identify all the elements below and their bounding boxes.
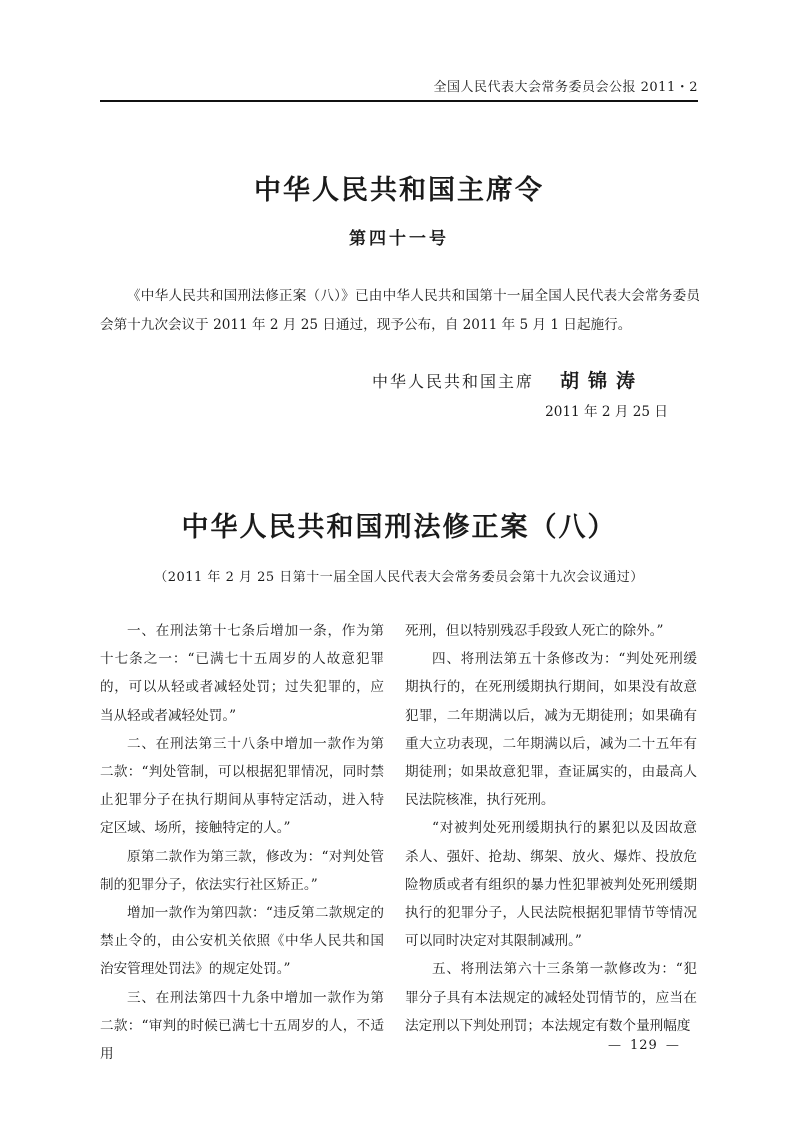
- paragraph: 五、将刑法第六十三条第一款修改为：“犯罪分子具有本法规定的减轻处罚情节的，应当在法定刑以下判处刑罚；本法规定有数个量刑幅度: [405, 961, 697, 1034]
- order-title: 中华人民共和国主席令: [254, 175, 544, 206]
- page-number: [600, 1038, 688, 1053]
- order-body: 《中华人民共和国刑法修正案（八）》已由中华人民共和国第十一届全国人民代表大会常务委员会第十九次会议于 2011 年 2 月 25 日通过，现予公布，自 2011 年 5 月 1 日起施行。: [100, 288, 700, 333]
- amendment-subtitle: （2011 年 2 月 25 日第十一届全国人民代表大会常务委员会第十九次会议通过）: [154, 570, 644, 585]
- signing-date: 2011 年 2 月 25 日: [545, 404, 668, 420]
- signer-title: 中华人民共和国主席: [372, 372, 535, 391]
- amendment-title: 中华人民共和国刑法修正案（八）: [181, 512, 617, 543]
- paragraph: “对被判处死刑缓期执行的累犯以及因故意杀人、强奸、抢劫、绑架、放火、爆炸、投放危险物质或者有组织的暴力性犯罪被判处死刑缓期执行的犯罪分子，人民法院根据犯罪情节等情况可以同时决定对其限制减刑。”: [405, 820, 697, 950]
- paragraph: 原第二款作为第三款，修改为：“对判处管制的犯罪分子，依法实行社区矫正。”: [100, 848, 384, 893]
- left-column: [100, 617, 384, 1068]
- right-column: [405, 617, 697, 1040]
- signer-line: [372, 366, 644, 393]
- page-number-dash: —: [608, 1038, 622, 1053]
- header-rule: [100, 100, 698, 102]
- paragraph: 一、在刑法第十七条后增加一条，作为第十七条之一：“已满七十五周岁的人故意犯罪的，可以从轻或者减轻处罚；过失犯罪的，应当从轻或者减轻处罚。”: [100, 623, 384, 724]
- signer-name: 胡锦涛: [560, 370, 645, 392]
- paragraph-continuation: 死刑，但以特别残忍手段致人死亡的除外。”: [405, 623, 664, 639]
- page-number-value: 129: [630, 1038, 658, 1053]
- order-number: 第四十一号: [349, 229, 449, 249]
- paragraph: 增加一款作为第四款：“违反第二款规定的禁止令的，由公安机关依照《中华人民共和国治安管理处罚法》的规定处罚。”: [100, 905, 384, 978]
- running-head: 全国人民代表大会常务委员会公报 2011・2: [433, 80, 698, 95]
- page-number-dash: —: [665, 1038, 680, 1053]
- paragraph: 四、将刑法第五十条修改为：“判处死刑缓期执行的，在死刑缓期执行期间，如果没有故意犯罪，二年期满以后，减为无期徒刑；如果确有重大立功表现，二年期满以后，减为二十五年有期徒刑；如果故意犯罪，查证属实的，由最高人民法院核准，执行死刑。: [405, 651, 697, 809]
- paragraph: 三、在刑法第四十九条中增加一款作为第二款：“审判的时候已满七十五周岁的人，不适用: [100, 989, 384, 1063]
- paragraph: 二、在刑法第三十八条中增加一款作为第二款：“判处管制，可以根据犯罪情况，同时禁止犯罪分子在执行期间从事特定活动，进入特定区域、场所，接触特定的人。”: [100, 735, 384, 837]
